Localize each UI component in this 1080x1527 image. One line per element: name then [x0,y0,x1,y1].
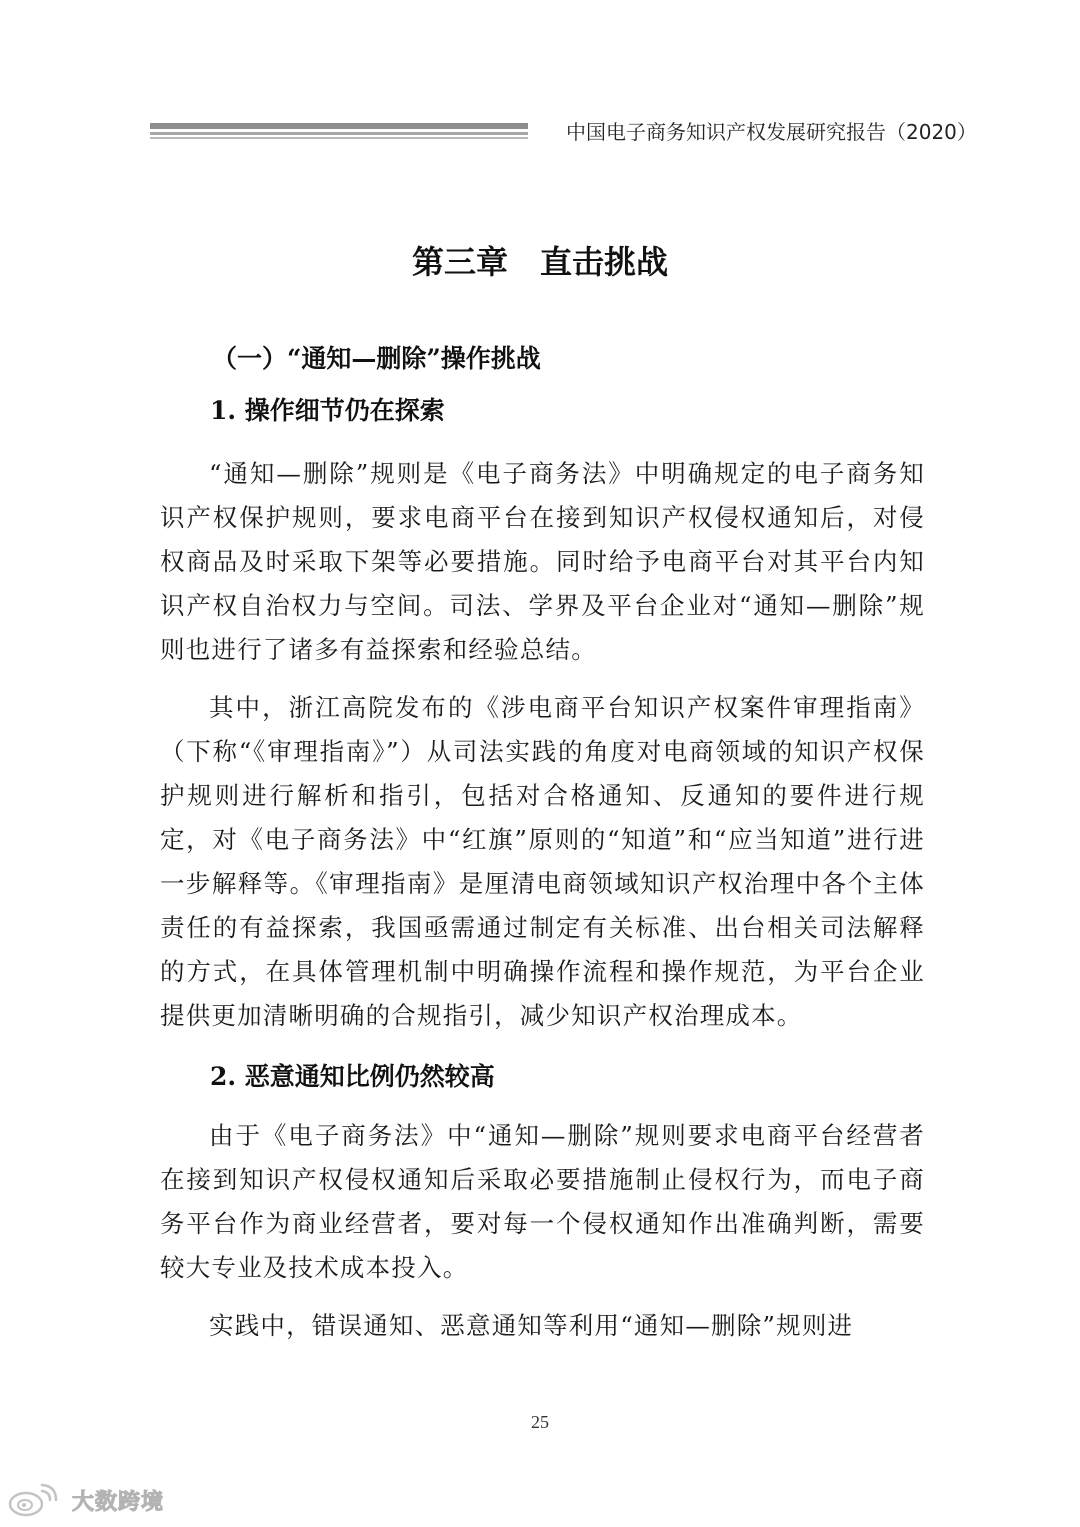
chapter-title: 第三章 直击挑战 [411,243,668,281]
paragraph: 实践中，错误通知、恶意通知等利用“通知—删除”规则进 [209,1311,854,1340]
section-heading: （一）“通知—删除”操作挑战 [212,344,541,373]
watermark [6,1480,164,1520]
paragraph: “通知—删除”规则是《电子商务法》中明确规定的电子商务知识产权保护规则，要求电商平台在接到知识产权侵权通知后，对侵权商品及时采取下架等必要措施。同时给予电商平台对其平台内知识产权自治权力与空间。司法、学界及平台企业对“通知—删除”规则也进行了诸多有益探索和经验总结。 [160,459,925,664]
weibo-logo-icon [6,1483,66,1517]
header-bar [150,137,528,139]
header-bar [150,123,528,129]
paragraph: 其中，浙江高院发布的《涉电商平台知识产权案件审理指南》（下称“《审理指南》”）从司法实践的角度对电商领域的知识产权保护规则进行解析和指引，包括对合格通知、反通知的要件进行规定，对《电子商务法》中“红旗”原则的“知道”和“应当知道”进行进一步解释等。《审理指南》是厘清电商领域知识产权治理中各个主体责任的有益探索，我国亟需通过制定有关标准、出台相关司法解释的方式，在具体管理机制中明确操作流程和操作规范，为平台企业提供更加清晰明确的合规指引，减少知识产权治理成本。 [160,693,925,1030]
watermark-text: 大数跨境 [72,1489,165,1515]
subsection-heading-2: 2. 恶意通知比例仍然较高 [210,1062,495,1091]
body-content [160,334,925,1362]
header-decorative-bars [150,123,528,141]
paragraph: 由于《电子商务法》中“通知—删除”规则要求电商平台经营者在接到知识产权侵权通知后采取必要措施制止侵权行为，而电子商务平台作为商业经营者，要对每一个侵权通知作出准确判断，需要较大专业及技术成本投入。 [160,1121,925,1282]
subsection-heading-1: 1. 操作细节仍在探索 [210,396,445,425]
header-bar [150,132,528,135]
page-number: 25 [531,1412,549,1432]
running-header-title: 中国电子商务知识产权发展研究报告（2020） [566,120,977,144]
